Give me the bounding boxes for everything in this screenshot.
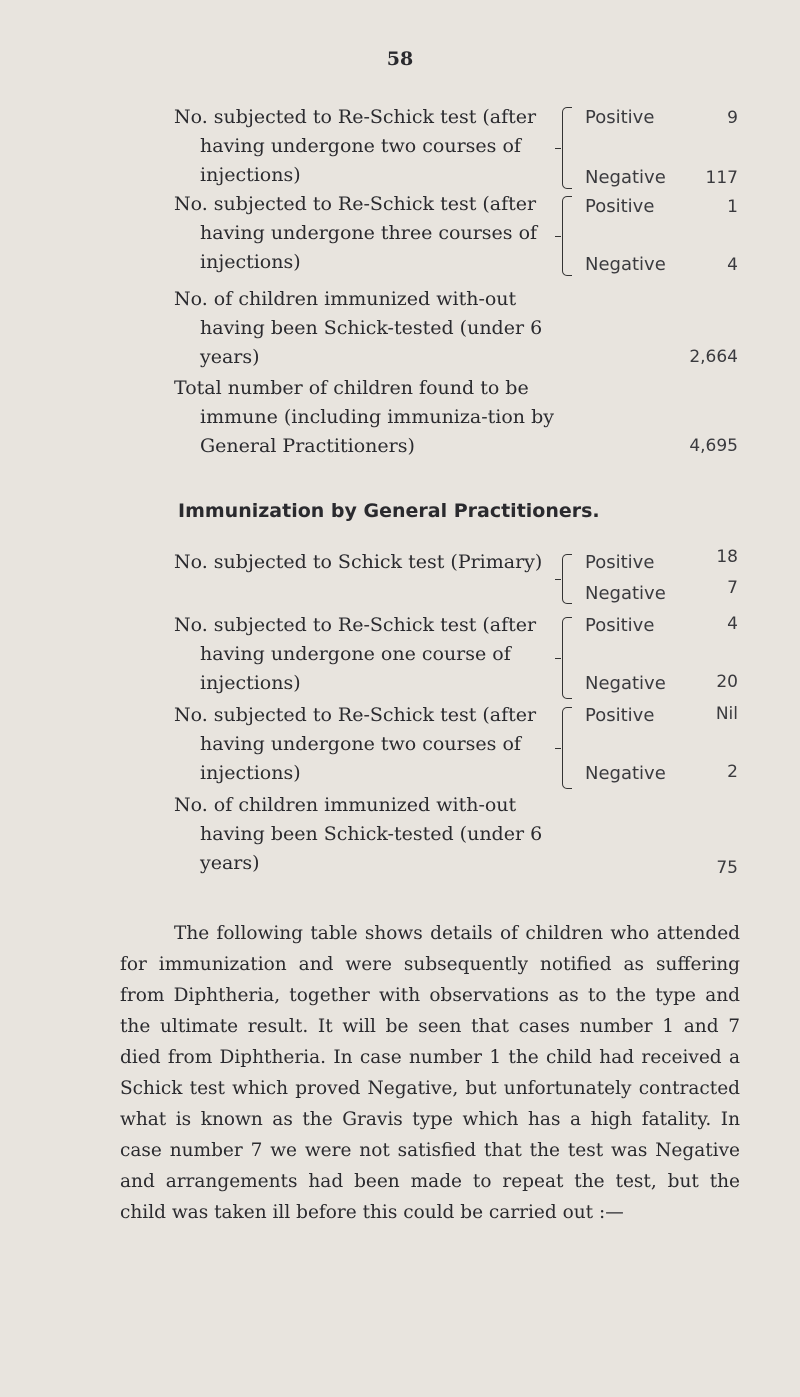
bracket [562, 107, 572, 189]
positive-value: 4 [727, 614, 738, 634]
positive-label: Positive [585, 615, 655, 636]
row-description: No. of children immunized with-out having been Schick-tested (under 6 years) [174, 288, 543, 368]
positive-value: 9 [727, 108, 738, 128]
positive-label: Positive [585, 552, 655, 573]
negative-value: 2 [727, 762, 738, 782]
row-reschick-three-courses [0, 190, 800, 280]
row-total-immune [0, 374, 800, 464]
negative-value: 117 [705, 168, 738, 188]
row-immunized-without-schick [0, 285, 800, 375]
positive-label: Positive [585, 196, 655, 217]
row-description: No. subjected to Re-Schick test (after having undergone two courses of injections) [174, 106, 537, 186]
bracket [562, 707, 572, 789]
body-paragraph: The following table shows details of children who attended for immunization and were subsequently notified as suffering from Diphtheria, together with observations as to the type and the ultimate result. It will be seen that cases number 1 and 7 died from Diphtheria. In case number 1 the child had received a Schick test which proved Negative, but unfortunately contracted what is known as the Gravis type which has a high fatality. In case number 7 we were not satisfied that the test was Negative and arrangements had been made to repeat the test, but the child was taken ill before this could be carried out :— [120, 923, 740, 1223]
row-value: 75 [716, 858, 738, 878]
row-reschick-two-courses-gp [0, 701, 800, 791]
positive-value: 1 [727, 197, 738, 217]
negative-label: Negative [585, 254, 666, 275]
negative-value: 4 [727, 255, 738, 275]
negative-label: Negative [585, 583, 666, 604]
negative-label: Negative [585, 763, 666, 784]
positive-value: Nil [715, 704, 738, 724]
bracket [562, 196, 572, 276]
page-number: 58 [386, 48, 414, 70]
positive-label: Positive [585, 705, 655, 726]
bracket [562, 554, 572, 604]
row-reschick-two-courses [0, 103, 800, 193]
negative-label: Negative [585, 673, 666, 694]
positive-label: Positive [585, 107, 655, 128]
bracket [562, 617, 572, 699]
row-value: 2,664 [689, 347, 738, 367]
negative-value: 7 [727, 578, 738, 598]
row-description: No. subjected to Re-Schick test (after having undergone three courses of injections) [174, 193, 538, 273]
row-description: Total number of children found to be immune (including immuniza-tion by General Practitioners) [174, 377, 554, 457]
row-description: No. subjected to Re-Schick test (after having undergone one course of injections) [174, 614, 537, 694]
row-description: No. subjected to Re-Schick test (after having undergone two courses of injections) [174, 704, 537, 784]
section-heading: Immunization by General Practitioners. [178, 500, 600, 522]
negative-label: Negative [585, 167, 666, 188]
negative-value: 20 [716, 672, 738, 692]
row-description: No. subjected to Schick test (Primary) [174, 551, 543, 573]
positive-value: 18 [716, 547, 738, 567]
row-value: 4,695 [689, 436, 738, 456]
row-schick-primary [0, 548, 800, 608]
row-reschick-one-course [0, 611, 800, 701]
row-immunized-without-schick-gp [0, 791, 800, 881]
row-description: No. of children immunized with-out having been Schick-tested (under 6 years) [174, 794, 543, 874]
